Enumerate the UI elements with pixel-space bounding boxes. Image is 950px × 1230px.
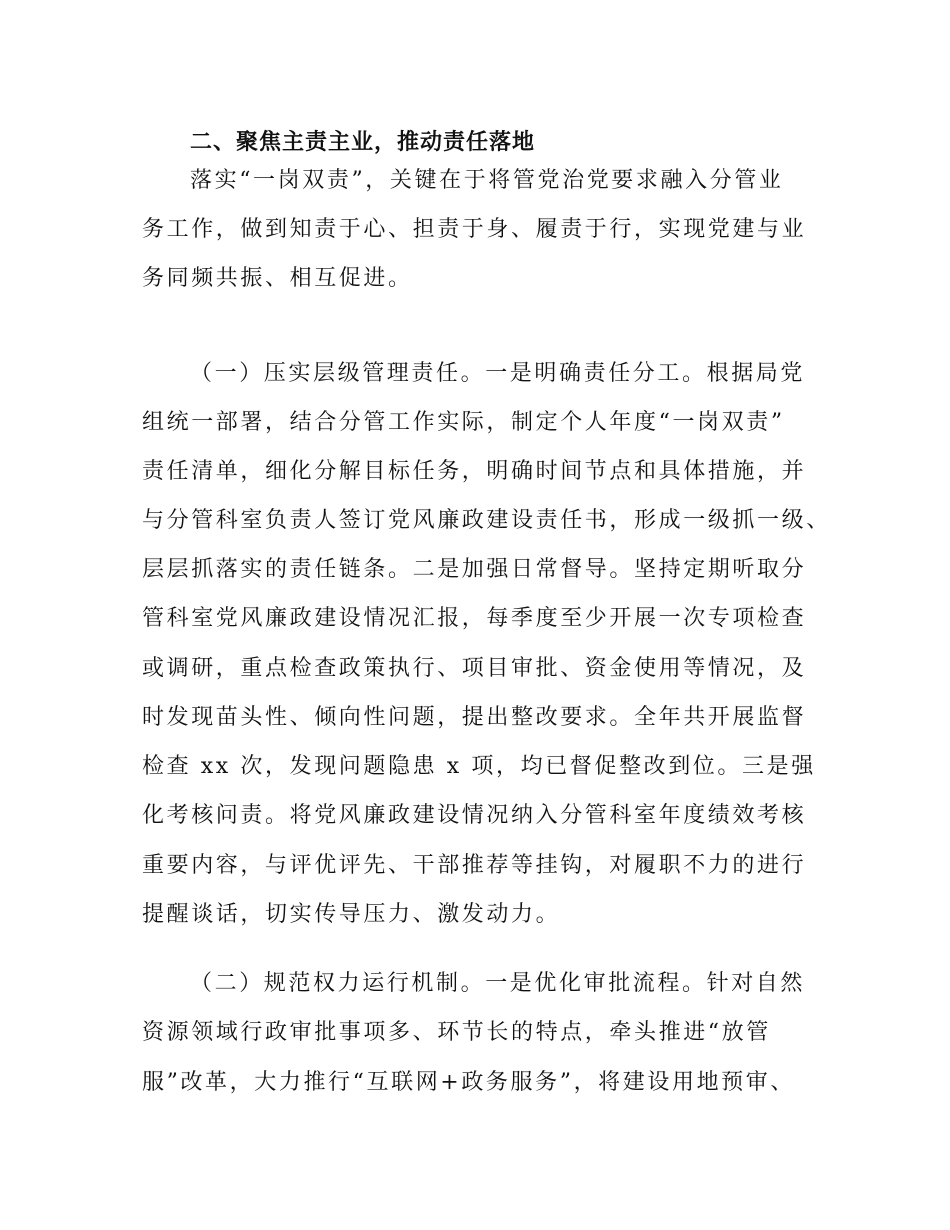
paragraph-line: 组统一部署，结合分管工作实际，制定个人年度“一岗双责” xyxy=(142,410,785,435)
paragraph-line: 或调研，重点检查政策执行、项目审批、资金使用等情况，及 xyxy=(142,656,807,681)
paragraph-line: 资源领域行政审批事项多、环节长的特点，牵头推进“放管 xyxy=(142,1020,771,1045)
paragraph-line: 责任清单，细化分解目标任务，明确时间节点和具体措施，并 xyxy=(142,459,807,484)
paragraph-line: 时发现苗头性、倾向性问题，提出整改要求。全年共开展监督 xyxy=(142,705,807,730)
paragraph-line: 服”改革，大力推行“互联网+政务服务”，将建设用地预审、 xyxy=(142,1070,795,1095)
paragraph-line: 务同频共振、相互促进。 xyxy=(142,266,413,291)
paragraph-line: 重要内容，与评优评先、干部推荐等挂钩，对履职不力的进行 xyxy=(142,853,807,878)
paragraph-line: 层层抓落实的责任链条。二是加强日常督导。坚持定期听取分 xyxy=(142,557,807,582)
paragraph-line: 管科室党风廉政建设情况汇报，每季度至少开展一次专项检查 xyxy=(142,606,807,631)
paragraph-line: 提醒谈话，切实传导压力、激发动力。 xyxy=(142,902,561,927)
paragraph-line: 务工作，做到知责于心、担责于身、履责于行，实现党建与业 xyxy=(142,217,807,242)
section-heading: 二、聚焦主责主业，推动责任落地 xyxy=(190,130,536,155)
paragraph-line: 化考核问责。将党风廉政建设情况纳入分管科室年度绩效考核 xyxy=(142,803,807,828)
paragraph-line: （二）规范权力运行机制。一是优化审批流程。针对自然 xyxy=(190,971,806,996)
paragraph-line: 落实“一岗双责”，关键在于将管党治党要求融入分管业 xyxy=(190,168,784,193)
paragraph-line: （一）压实层级管理责任。一是明确责任分工。根据局党 xyxy=(190,361,806,386)
paragraph-line: 与分管科室负责人签订党风廉政建设责任书，形成一级抓一级、 xyxy=(142,508,831,533)
paragraph-line: 检查 xx 次，发现问题隐患 x 项，均已督促整改到位。三是强 xyxy=(142,754,816,779)
